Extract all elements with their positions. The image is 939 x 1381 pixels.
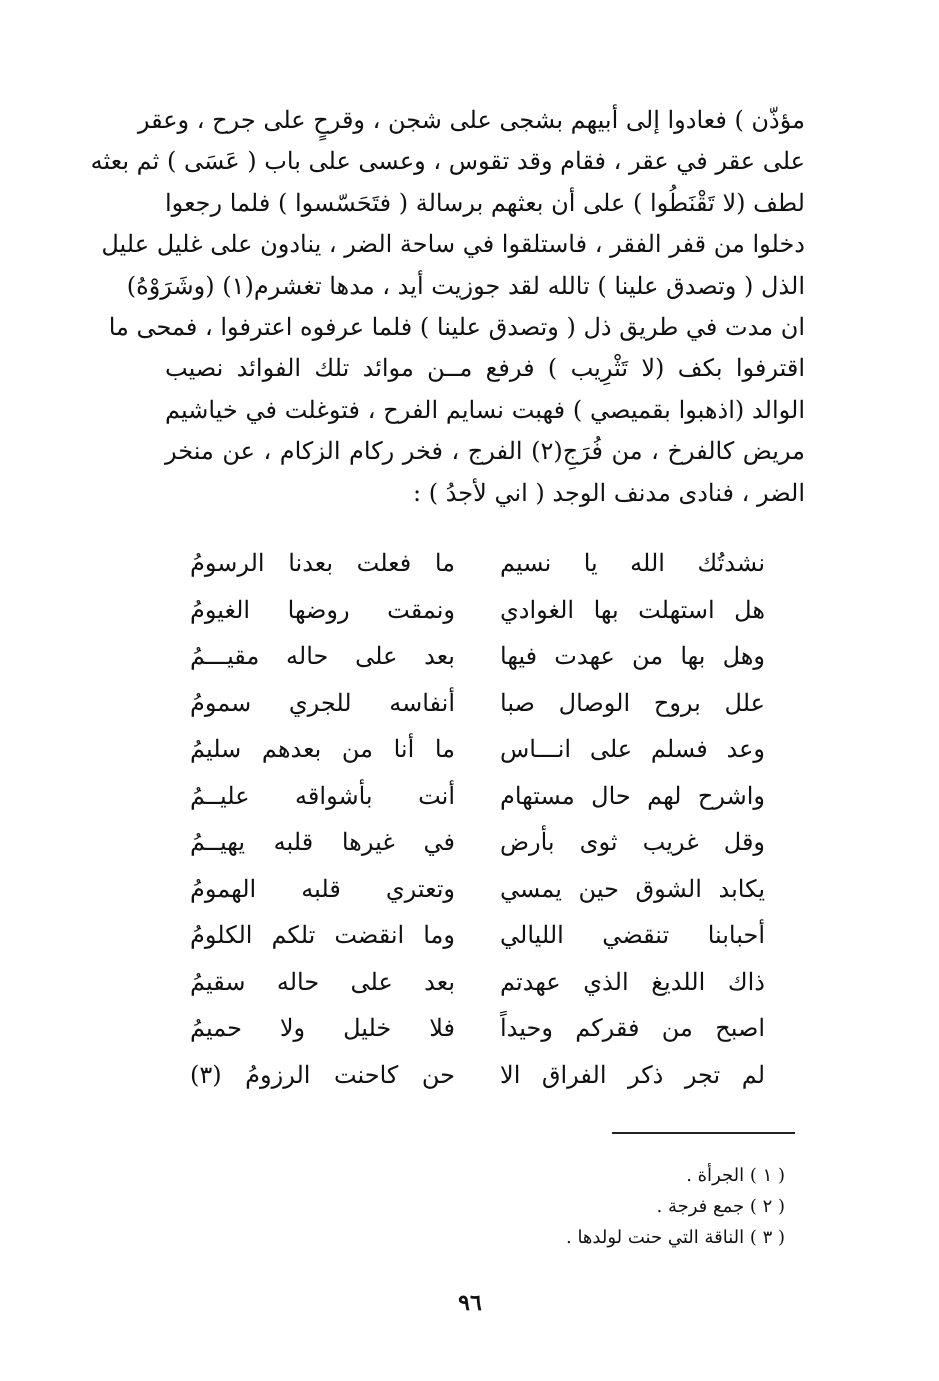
verse-first-hemistich: وهل بها من عهدت فيها [500, 642, 765, 671]
verse-first-hemistich: علل بروح الوصال صبا [500, 688, 765, 717]
verse [190, 1005, 765, 1052]
prose-line: على عقر في عقر ، فقام وقد تقوس ، وعسى على باب ( عَسَى ) ثم بعثه [90, 147, 805, 176]
verse-first-hemistich: واشرح لهم حال مستهام [500, 781, 765, 810]
verse-second-hemistich: أنت بأشواقه عليــمُ [190, 781, 455, 810]
page-number: ٩٦ [458, 1290, 482, 1316]
verse-first-hemistich: وعد فسلم على انـــاس [500, 735, 765, 764]
prose-line: ان مدت في طريق ذل ( وتصدق علينا ) فلما عرفوه اعترفوا ، فمحى ما [108, 313, 805, 342]
verse [190, 633, 765, 680]
verse [190, 540, 765, 587]
verse [190, 912, 765, 959]
verse-first-hemistich: نشدتُك الله يا نسيم [500, 549, 765, 578]
prose-line: اقترفوا بكف (لا تَثْرِيب ) فرفع مــن موائد تلك الفوائد نصيب [165, 354, 805, 383]
footnote: ( ١ ) الجرأة . [686, 1165, 785, 1186]
verse-second-hemistich: وما انقضت تلكم الكلومُ [190, 921, 455, 950]
prose-line: مؤذّن ) فعادوا إلى أبيهم بشجى على شجن ، وقرحٍ على جرح ، وعقر [137, 106, 805, 134]
verse-first-hemistich: اصبح من فقركم وحيداً [500, 1014, 765, 1043]
verse [190, 866, 765, 913]
verse-second-hemistich: بعد على حاله مقيـــمُ [190, 642, 455, 671]
footnote: ( ٢ ) جمع فرجة . [656, 1196, 785, 1217]
poem [190, 540, 765, 1098]
prose-line: الوالد (اذهبوا بقميصي ) فهبت نسايم الفرح ، فتوغلت في خياشيم [165, 395, 805, 424]
prose-line: الضر ، فنادى مدنف الوجد ( اني لأجدُ ) : [412, 478, 805, 507]
footnotes [420, 1160, 785, 1253]
prose-line: مريض كالفرخ ، من فُرَجِ(٢) الفرج ، فخر ركام الزكام ، عن منخر [165, 437, 805, 466]
verse [190, 587, 765, 634]
prose-line: لطف (لا تَقْنَطُوا ) على أن بعثهم برسالة ( فتَحَسّسوا ) فلما رجعوا [165, 188, 805, 217]
verse-second-hemistich: ونمقت روضها الغيومُ [190, 595, 455, 624]
verse-first-hemistich: أحبابنا تنقضي الليالي [500, 921, 765, 950]
verse [190, 819, 765, 866]
verse-second-hemistich: حن كاحنت الرزومُ (٣) [190, 1060, 455, 1089]
verse-second-hemistich: فلا خليل ولا حميمُ [190, 1014, 455, 1043]
verse-second-hemistich: أنفاسه للجري سمومُ [190, 688, 455, 717]
verse-first-hemistich: هل استهلت بها الغوادي [500, 595, 765, 624]
verse-second-hemistich: ما أنا من بعدهم سليمُ [190, 735, 455, 764]
verse-second-hemistich: في غيرها قلبه يهيــمُ [190, 828, 455, 857]
verse [190, 1052, 765, 1099]
verse-second-hemistich: ما فعلت بعدنا الرسومُ [190, 549, 455, 578]
footnote: ( ٣ ) الناقة التي حنت لولدها . [566, 1227, 785, 1248]
verse-first-hemistich: لم تجر ذكر الفراق الا [500, 1060, 765, 1089]
verse [190, 726, 765, 773]
verse-first-hemistich: ذاك اللديغ الذي عهدتم [500, 967, 765, 996]
prose-line: دخلوا من قفر الفقر ، فاستلقوا في ساحة الضر ، ينادون على غليل عليل [101, 230, 805, 259]
verse-second-hemistich: بعد على حاله سقيمُ [190, 967, 455, 996]
prose-line: الذل ( وتصدق علينا ) تالله لقد جوزيت أيد ، مدها تغشرم(١) (وشَرَوْهُ) [126, 271, 805, 300]
verse [190, 680, 765, 727]
verse-first-hemistich: وقل غريب ثوى بأرض [500, 828, 765, 857]
verse [190, 773, 765, 820]
verse [190, 959, 765, 1006]
verse-second-hemistich: وتعتري قلبه الهمومُ [190, 874, 455, 903]
prose-block [90, 100, 805, 514]
verse-first-hemistich: يكابد الشوق حين يمسي [500, 874, 765, 903]
footnote-divider [612, 1132, 795, 1134]
